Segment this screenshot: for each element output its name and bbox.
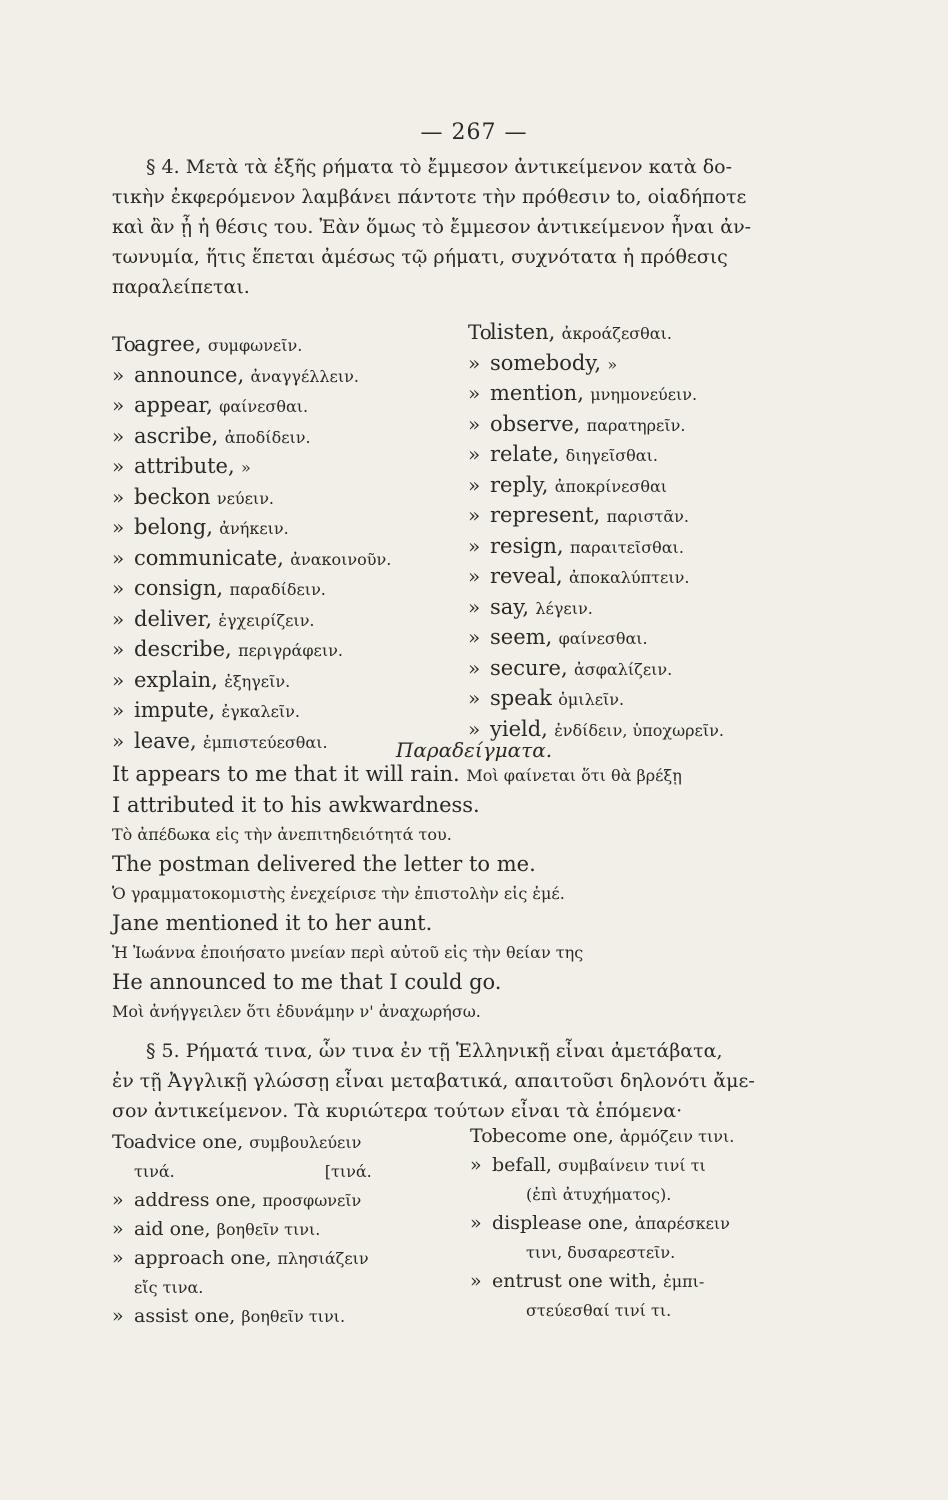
examples-block bbox=[112, 760, 812, 1027]
list-item: » say, λέγειν. bbox=[468, 594, 593, 619]
paragraph-line: ἐν τῇ Ἀγγλικῇ γλώσσῃ εἶναι μεταβατικά, απαιτοῦσι δηλονότι ἄμε- bbox=[112, 1070, 755, 1092]
example-line: Μοὶ ἀνήγγειλεν ὅτι ἐδυνάμην ν' ἀναχωρήσω. bbox=[112, 1002, 481, 1021]
example-line: He announced to me that I could go. bbox=[112, 969, 502, 994]
list-item: » speak ὁμιλεῖν. bbox=[468, 686, 625, 710]
paragraph-line: § 5. Ρήματά τινα, ὧν τινα ἐν τῇ Ἑλληνικῇ εἶναι ἀμετάβατα, bbox=[146, 1040, 723, 1062]
paragraph-line: παραλείπεται. bbox=[112, 276, 250, 298]
list-item: » communicate, ἀνακοινοῦν. bbox=[112, 545, 392, 570]
paragraph-line: καὶ ἂν ᾖ ἡ θέσις του. Ἐὰν ὅμως τὸ ἔμμεσον ἀντικείμενον ἦναι ἀν- bbox=[112, 216, 752, 238]
list-item: » address one, προσφωνεῖν bbox=[112, 1189, 362, 1211]
page-number: — 267 — bbox=[420, 120, 528, 145]
list-item: » leave, ἐμπιστεύεσθαι. bbox=[112, 728, 328, 753]
paragraph-line: τωνυμία, ἥτις ἕπεται ἀμέσως τῷ ρήματι, συχνότατα ἡ πρόθεσις bbox=[112, 246, 728, 268]
list-item: » reveal, ἀποκαλύπτειν. bbox=[468, 564, 690, 588]
paragraph-line: § 4. Μετὰ τὰ ἑξῆς ρήματα τὸ ἔμμεσον ἀντικείμενον κατὰ δο- bbox=[146, 156, 732, 178]
example-line: Ὁ γραμματοκομιστὴς ἐνεχείρισε τὴν ἐπιστολὴν εἰς ἐμέ. bbox=[112, 884, 565, 903]
section-5-paragraph bbox=[112, 1036, 802, 1126]
list-item: » seem, φαίνεσθαι. bbox=[468, 625, 648, 649]
list-item: Toadvice one, συμβουλεύειν bbox=[112, 1131, 362, 1153]
list-item: » impute, ἐγκαλεῖν. bbox=[112, 698, 300, 722]
list-item: » approach one, πλησιάζειν bbox=[112, 1247, 369, 1269]
list-item: Tolisten, ἀκροάζεσθαι. bbox=[468, 320, 672, 344]
list-item: Tobecome one, ἁρμόζειν τινι. bbox=[470, 1125, 735, 1147]
verb-list-left bbox=[112, 330, 391, 757]
list-item: » entrust one with, ἐμπι- bbox=[470, 1270, 705, 1292]
example-line: Jane mentioned it to her aunt. bbox=[112, 910, 433, 935]
list-item: » befall, συμβαίνειν τινί τι bbox=[470, 1154, 706, 1176]
example-line: Τὸ ἀπέδωκα εἰς τὴν ἀνεπιτηδειότητά του. bbox=[112, 825, 452, 844]
transitive-list-left bbox=[112, 1128, 372, 1331]
list-item: » displease one, ἀπαρέσκειν bbox=[470, 1212, 730, 1234]
section-4-paragraph bbox=[112, 152, 802, 302]
example-line: I attributed it to his awkwardness. bbox=[112, 792, 480, 817]
list-item: » aid one, βοηθεῖν τινι. bbox=[112, 1218, 321, 1240]
list-item: » deliver, ἐγχειρίζειν. bbox=[112, 606, 315, 631]
list-item: » appear, φαίνεσθαι. bbox=[112, 393, 309, 417]
example-line: The postman delivered the letter to me. bbox=[112, 851, 536, 876]
list-item: εἴς τινα. bbox=[134, 1278, 204, 1297]
transitive-list-right bbox=[470, 1122, 734, 1325]
list-item: » belong, ἀνήκειν. bbox=[112, 515, 289, 539]
list-item: » somebody, » bbox=[468, 350, 618, 375]
example-line: It appears to me that it will rain. Μοὶ φαίνεται ὅτι θὰ βρέξῃ bbox=[112, 762, 682, 786]
list-item: » consign, παραδίδειν. bbox=[112, 576, 326, 600]
list-item: » resign, παραιτεῖσθαι. bbox=[468, 533, 684, 558]
list-item: (ἐπὶ ἀτυχήματος). bbox=[526, 1185, 672, 1204]
list-item: » describe, περιγράφειν. bbox=[112, 637, 343, 661]
list-item: στεύεσθαί τινί τι. bbox=[526, 1301, 672, 1320]
list-item: » secure, ἀσφαλίζειν. bbox=[468, 655, 673, 680]
verb-list-right bbox=[468, 318, 724, 745]
list-item: » mention, μνημονεύειν. bbox=[468, 381, 698, 405]
list-item: » yield, ἐνδίδειν, ὑποχωρεῖν. bbox=[468, 716, 724, 741]
list-item: » relate, διηγεῖσθαι. bbox=[468, 442, 658, 466]
list-item: » explain, ἐξηγεῖν. bbox=[112, 667, 291, 692]
list-item: τινά. [τινά. bbox=[134, 1162, 372, 1181]
list-item: » assist one, βοηθεῖν τινι. bbox=[112, 1305, 346, 1327]
paragraph-line: σον ἀντικείμενον. Τὰ κυριώτερα τούτων εἶναι τὰ ἑπόμενα· bbox=[112, 1100, 683, 1122]
paragraph-line: τικὴν ἐκφερόμενον λαμβάνει πάντοτε τὴν πρόθεσιν to, οἱαδήποτε bbox=[112, 186, 747, 208]
list-item: » represent, παριστᾶν. bbox=[468, 503, 689, 527]
example-line: Ἡ Ἰωάννα ἐποιήσατο μνείαν περὶ αὐτοῦ εἰς τὴν θείαν της bbox=[112, 943, 584, 962]
examples-heading: Παραδείγματα. bbox=[395, 738, 553, 762]
list-item: » attribute, » bbox=[112, 454, 251, 478]
list-item: » ascribe, ἀποδίδειν. bbox=[112, 423, 311, 448]
list-item: » announce, ἀναγγέλλειν. bbox=[112, 362, 359, 387]
list-item: τινι, δυσαρεστεῖν. bbox=[526, 1243, 676, 1262]
list-item: » observe, παρατηρεῖν. bbox=[468, 411, 686, 436]
list-item: » reply, ἀποκρίνεσθαι bbox=[468, 472, 668, 497]
list-item: » beckon νεύειν. bbox=[112, 484, 275, 509]
list-item: Toagree, συμφωνεῖν. bbox=[112, 332, 303, 356]
